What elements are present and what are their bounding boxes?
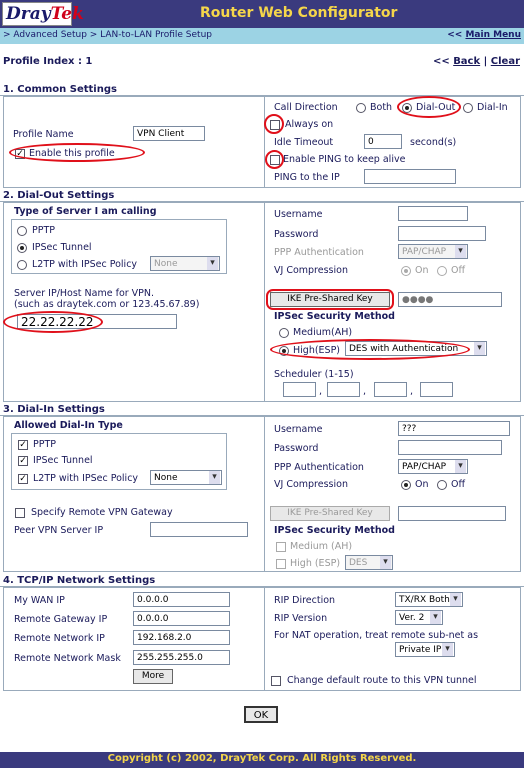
dial-in-ipsec-method-title: IPSec Security Method [274,525,395,536]
remote-mask-label: Remote Network Mask [14,653,121,664]
dial-in-high-select[interactable]: DES ▾ [345,555,393,570]
copyright-text: Copyright (c) 2002, DrayTek Corp. All Rights Reserved. [107,753,417,764]
peer-ip-label: Peer VPN Server IP [14,525,104,536]
dial-out-vj-on-radio[interactable] [401,266,411,276]
scheduler-input-4[interactable] [420,382,453,397]
server-type-pptp-label: PPTP [32,225,55,236]
dial-in-pptp-checkbox[interactable]: ✓ [19,440,27,450]
wan-ip-label: My WAN IP [14,595,65,606]
dial-out-vj-on-label: On [415,265,429,276]
remote-mask-input[interactable]: 255.255.255.0 [133,650,230,665]
breadcrumb: > Advanced Setup > LAN-to-LAN Profile Setup [3,30,212,40]
section-dial-in-title: 3. Dial-In Settings [3,404,105,415]
annotation-circle [266,289,394,310]
call-direction-both-radio[interactable] [356,103,366,113]
idle-timeout-input[interactable]: 0 [364,134,402,149]
dial-in-password-label: Password [274,443,319,454]
dial-out-ppp-auth-select[interactable]: PAP/CHAP ▾ [398,244,468,259]
server-host-label-2: (such as draytek.com or 123.45.67.89) [14,299,200,310]
dial-in-pptp-label: PPTP [33,439,56,450]
annotation-circle [270,339,470,360]
profile-actions: << Back | Clear [432,56,520,67]
allowed-dial-in-title: Allowed Dial-In Type [14,420,123,431]
annotation-circle [3,311,103,333]
enable-profile-checkbox[interactable]: ✓ [16,149,24,159]
wan-ip-input[interactable]: 0.0.0.0 [133,592,230,607]
dial-in-ppp-auth-label: PPP Authentication [274,462,364,473]
draytek-logo: DrayTek [2,2,72,26]
peer-ip-input[interactable] [150,522,248,537]
remote-network-label: Remote Network IP [14,633,105,644]
profile-name-label: Profile Name [13,129,74,140]
server-host-label-1: Server IP/Host Name for VPN. [14,288,155,299]
annotation-circle [9,143,145,162]
call-direction-dial-in-label: Dial-In [477,102,508,113]
dial-in-medium-checkbox[interactable] [276,542,286,552]
scheduler-separator: , [319,386,323,397]
main-menu-link[interactable]: << Main Menu [447,30,521,40]
dial-in-ike-key-button[interactable]: IKE Pre-Shared Key [270,506,390,521]
dial-out-username-label: Username [274,209,323,220]
server-type-title: Type of Server I am calling [14,206,157,217]
always-on-label: Always on [285,119,334,130]
dial-in-vj-off-radio[interactable] [437,480,447,490]
dial-in-l2tp-label: L2TP with IPSec Policy [33,473,139,484]
dial-out-ike-key-button[interactable]: IKE Pre-Shared Key [270,292,390,307]
dial-in-vj-on-label: On [415,479,429,490]
nat-select[interactable]: Private IP ▾ [395,642,455,657]
remote-network-input[interactable]: 192.168.2.0 [133,630,230,645]
enable-profile-label: Enable this profile [29,148,115,159]
gateway-ip-input[interactable]: 0.0.0.0 [133,611,230,626]
default-route-checkbox[interactable] [271,676,281,686]
call-direction-label: Call Direction [274,102,338,113]
dial-in-high-checkbox[interactable] [276,559,286,569]
idle-timeout-unit: second(s) [410,137,457,148]
dial-in-ipsec-label: IPSec Tunnel [33,455,93,466]
dial-in-vj-label: VJ Compression [274,479,348,490]
dial-out-ike-key-input[interactable]: ●●●● [398,292,502,307]
dial-in-username-input[interactable]: ??? [398,421,510,436]
dial-in-ike-key-input[interactable] [398,506,506,521]
server-type-ipsec-radio[interactable] [17,243,27,253]
section-common-title: 1. Common Settings [3,84,117,95]
annotation-circle [265,150,284,169]
annotation-circle [397,96,461,118]
scheduler-label: Scheduler (1-15) [274,369,354,380]
section-dial-out-title: 2. Dial-Out Settings [3,190,115,201]
column-divider [264,96,265,188]
gateway-ip-label: Remote Gateway IP [14,614,108,625]
ping-ip-label: PING to the IP [274,172,340,183]
call-direction-both-label: Both [370,102,393,113]
dial-out-medium-radio[interactable] [279,328,289,338]
server-type-ipsec-label: IPSec Tunnel [32,242,92,253]
ok-button[interactable]: OK [244,706,278,723]
profile-index: Profile Index : 1 [3,56,93,67]
scheduler-input-1[interactable] [283,382,316,397]
dial-in-high-label: High (ESP) [290,558,341,569]
dial-in-ppp-auth-select[interactable]: PAP/CHAP ▾ [398,459,468,474]
dial-out-username-input[interactable] [398,206,468,221]
clear-link[interactable]: Clear [490,56,520,67]
more-button[interactable]: More [133,669,173,684]
ping-keep-alive-label: Enable PING to keep alive [283,154,406,165]
rip-version-label: RIP Version [274,613,328,624]
profile-name-input[interactable]: VPN Client [133,126,205,141]
app-title: Router Web Configurator [200,5,398,21]
call-direction-dial-in-radio[interactable] [463,103,473,113]
server-host-input[interactable]: 22.22.22.22 [17,314,177,329]
dial-out-vj-off-radio[interactable] [437,266,447,276]
dial-out-l2tp-policy-select[interactable]: None ▾ [150,256,220,271]
section-tcpip-title: 4. TCP/IP Network Settings [3,575,156,586]
default-route-label: Change default route to this VPN tunnel [287,675,477,686]
back-link[interactable]: Back [453,56,481,67]
dial-out-password-input[interactable] [398,226,486,241]
scheduler-separator: , [410,386,414,397]
column-divider [264,202,265,402]
scheduler-input-3[interactable] [374,382,407,397]
dial-out-vj-off-label: Off [451,265,466,276]
idle-timeout-label: Idle Timeout [274,137,334,148]
server-type-l2tp-label: L2TP with IPSec Policy [32,259,138,270]
dial-out-password-label: Password [274,229,319,240]
dial-out-ppp-auth-label: PPP Authentication [274,247,364,258]
server-type-pptp-radio[interactable] [17,226,27,236]
server-type-l2tp-radio[interactable] [17,260,27,270]
column-divider [264,416,265,572]
dial-out-medium-label: Medium(AH) [293,327,353,338]
dial-in-ipsec-checkbox[interactable]: ✓ [19,456,27,466]
specify-gateway-label: Specify Remote VPN Gateway [31,507,173,518]
dial-in-l2tp-checkbox[interactable]: ✓ [19,474,27,484]
rip-version-select[interactable]: Ver. 2 ▾ [395,610,443,625]
annotation-circle [264,114,284,134]
call-direction-dial-out-label: Dial-Out [416,102,456,113]
dial-out-high-label: High(ESP) [293,345,341,356]
nat-note: For NAT operation, treat remote sub-net as [274,630,479,641]
dial-in-vj-off-label: Off [451,479,466,490]
scheduler-separator: , [363,386,367,397]
dial-out-vj-label: VJ Compression [274,265,348,276]
dial-in-username-label: Username [274,424,323,435]
rip-direction-select[interactable]: TX/RX Both ▾ [395,592,463,607]
dial-in-password-input[interactable] [398,440,502,455]
dial-out-ipsec-method-title: IPSec Security Method [274,311,395,322]
dial-in-medium-label: Medium (AH) [290,541,353,552]
dial-out-high-select[interactable]: DES with Authentication ▾ [345,341,487,356]
scheduler-input-2[interactable] [327,382,360,397]
specify-gateway-checkbox[interactable] [15,508,25,518]
column-divider [264,587,265,691]
dial-in-vj-on-radio[interactable] [401,480,411,490]
ping-ip-input[interactable] [364,169,456,184]
rip-direction-label: RIP Direction [274,595,336,606]
dial-in-l2tp-policy-select[interactable]: None ▾ [150,470,222,485]
